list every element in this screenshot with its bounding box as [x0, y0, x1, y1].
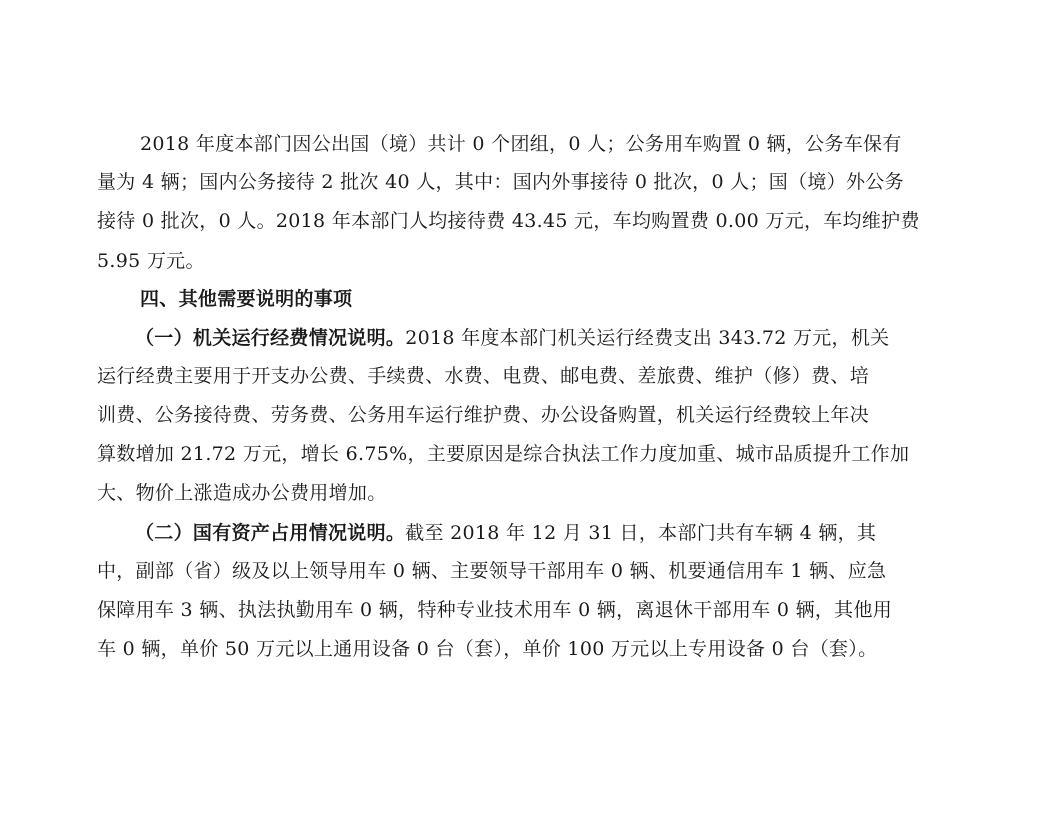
paragraph1-line2: 量为 4 辆；国内公务接待 2 批次 40 人，其中：国内外事接待 0 批次，0 人；国（境）外公务	[97, 171, 904, 193]
item1-title: （一）机关运行经费情况说明。	[135, 327, 406, 349]
paragraph1-line3: 接待 0 批次，0 人。2018 年本部门人均接待费 43.45 元，车均购置费 0.00 万元，车均维护费	[97, 210, 920, 232]
item2-line3: 保障用车 3 辆、执法执勤用车 0 辆，特种专业技术用车 0 辆，离退休干部用车 0 辆，其他用	[97, 599, 893, 621]
item2-line1	[135, 521, 876, 545]
section-heading-4: 四、其他需要说明的事项	[140, 288, 353, 310]
item2-line1-text: 截至 2018 年 12 月 31 日，本部门共有车辆 4 辆，其	[405, 522, 877, 544]
item1-line3: 训费、公务接待费、劳务费、公务用车运行维护费、办公设备购置，机关运行经费较上年决	[97, 404, 870, 426]
item1-line1	[135, 326, 889, 350]
item2-line4: 车 0 辆，单价 50 万元以上通用设备 0 台（套），单价 100 万元以上专用设备 0 台（套）。	[97, 638, 878, 660]
item1-line4: 算数增加 21.72 万元，增长 6.75%，主要原因是综合执法工作力度加重、城市品质提升工作加	[97, 443, 910, 465]
item1-line1-text: 2018 年度本部门机关运行经费支出 343.72 万元，机关	[405, 327, 890, 349]
paragraph1-line1: 2018 年度本部门因公出国（境）共计 0 个团组，0 人；公务用车购置 0 辆，公务车保有	[140, 133, 902, 155]
item1-line5: 大、物价上涨造成办公费用增加。	[97, 482, 387, 504]
item2-title: （二）国有资产占用情况说明。	[135, 522, 406, 544]
item2-line2: 中，副部（省）级及以上领导用车 0 辆、主要领导干部用车 0 辆、机要通信用车 1 辆、应急	[97, 560, 887, 582]
paragraph1-line4: 5.95 万元。	[97, 250, 205, 272]
item1-line2: 运行经费主要用于开支办公费、手续费、水费、电费、邮电费、差旅费、维护（修）费、培	[97, 365, 870, 387]
